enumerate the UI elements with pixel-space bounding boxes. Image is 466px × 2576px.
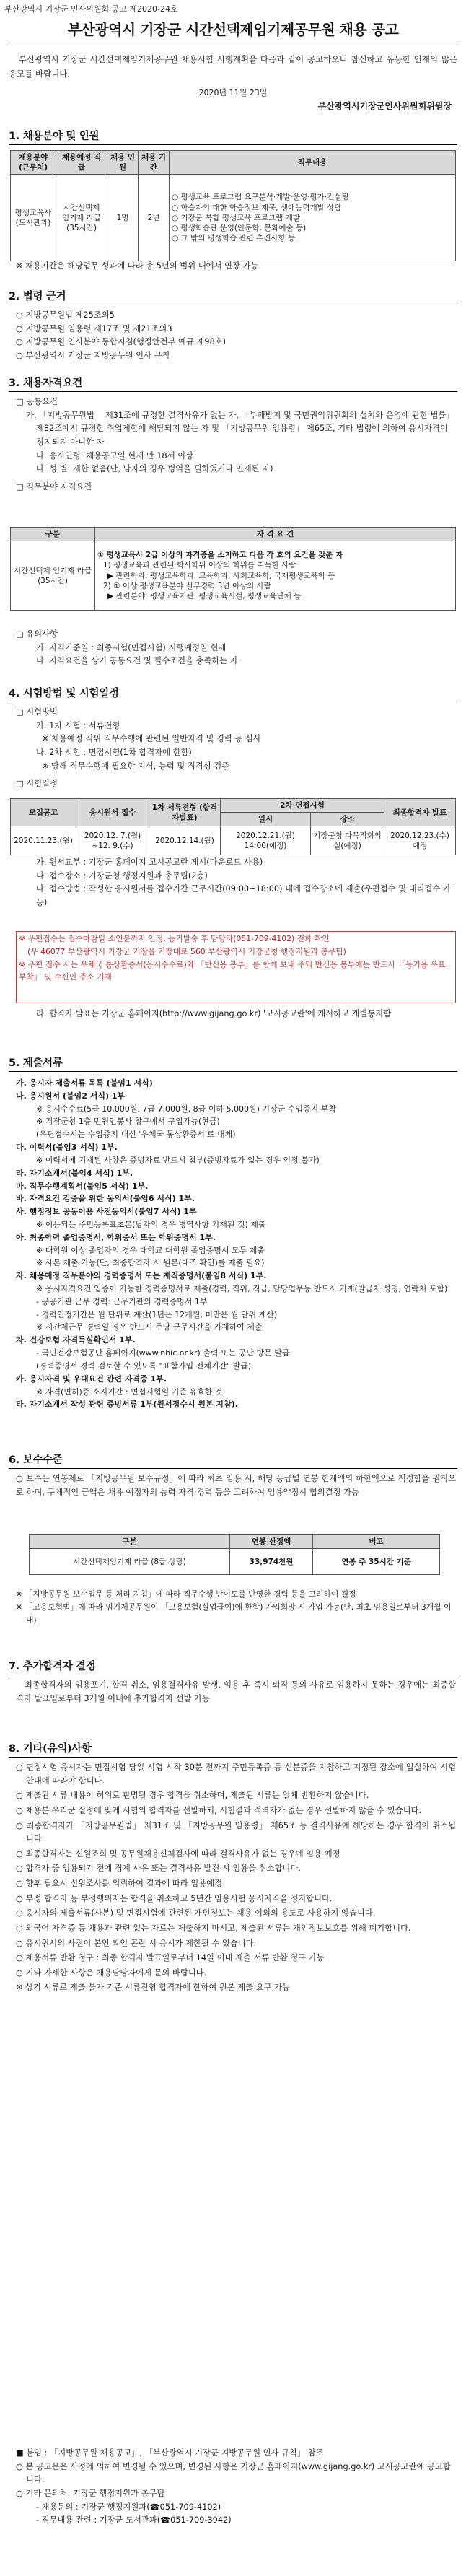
cell-duties <box>170 175 456 261</box>
document-item: 타. 자기소개서 작성 관련 증빙서류 1부(원서접수시 원본 지참). <box>16 1400 238 1410</box>
notice-date: 2020년 11월 23일 <box>198 88 268 97</box>
document-item: 카. 응시자격 및 우대요건 관련 자격증 1부. <box>16 1374 167 1384</box>
site-line: ○ 본 공고문은 사정에 의하여 변경될 수 있으며, 변경된 사항은 기장군 홈페이지(www.gijang.go.kr) 고시공고란에 공고합니다. <box>16 2461 451 2485</box>
common-da: 다. 성 별: 제한 없음(단, 남자의 경우 병역을 필하였거나 면제된 자) <box>36 464 273 474</box>
qual-line: 1) 평생교육과 관련된 학사학위 이상의 학위를 취득한 사람 <box>103 561 296 570</box>
exam-method <box>16 706 456 791</box>
document-item: 나. 응시원서 (붙임2 서식) 1부 <box>16 1091 126 1101</box>
warn-line: ※ 우편접수는 접수마감일 소인분까지 인정, 등기발송 후 담당자(051-709-4102) 전화 확인 <box>19 934 330 943</box>
method-item: ※ 당해 직무수행에 필요한 지식, 능력 및 적격성 검증 <box>42 761 230 771</box>
document-item: 자. 채용예정 직무분야의 경력증명서 또는 재직증명서(붙임8 서식) 1부. <box>16 1271 267 1281</box>
pay-col-amount: 연봉 산정액 <box>230 1535 313 1549</box>
method-item: 나. 2차 시험 : 면접시험(1차 합격자에 한함) <box>36 747 192 757</box>
etc-item: ○ 기타 자세한 사항은 채용담당자에게 문의 바랍니다. <box>16 1968 207 1978</box>
warn-line: (우 46077 부산광역시 기장군 기장읍 기장대로 560 부산광역시 기장군청 행정지원과 총무팀) <box>27 946 346 956</box>
sch-col-notice: 모집공고 <box>11 799 76 826</box>
common-requirements <box>16 396 456 494</box>
cell-count: 1명 <box>107 175 139 261</box>
attach-block <box>16 2447 456 2528</box>
etc-item: ○ 최종합격자는 신원조회 및 공무원채용신체검사에 따라 결격사유가 없는 경우에 임용 예정 <box>16 1848 340 1859</box>
section-2-heading: 2. 법령 근거 <box>9 291 66 302</box>
schedule-label: □ 시험일정 <box>16 779 58 789</box>
document-item: 마. 직무수행계획서(붙임5 서식) 1부. <box>16 1181 149 1191</box>
pay-col-type: 구분 <box>30 1535 230 1549</box>
document-note: ※ 이력서에 기재된 사항은 증빙자료 반드시 첨부(증빙자료가 없는 경우 인정 불가) <box>36 1155 320 1165</box>
mail-warning <box>19 933 452 984</box>
other-item: 나. 자격요건을 상기 공통요건 및 필수조건을 충족하는 자 <box>36 656 238 666</box>
method-item: 가. 1차 시험 : 서류전형 <box>36 720 120 730</box>
document-item: 가. 응시자 제출서류 목록 (붙임1 서식) <box>16 1078 153 1088</box>
document-note: - 공공기관 근무 경력: 근무기관의 경력증명서 1부 <box>36 1296 208 1306</box>
issuer-name: 부산광역시기장군인사위원회위원장 <box>317 101 452 111</box>
section-6-heading: 6. 보수수준 <box>9 1454 63 1466</box>
pay-col-note: 비고 <box>313 1535 440 1549</box>
pay-amount: 33,974천원 <box>230 1549 313 1575</box>
apply-notes <box>16 856 456 910</box>
col-count: 채용 인원 <box>107 151 139 175</box>
page-title: 부산광역시 기장군 시간선택제임기제공무원 채용 공고 <box>67 21 399 38</box>
duty-line: ○ 기장군 복합 평생교육 프로그램 개발 <box>172 213 300 222</box>
duty-line: ○ 학습자의 대한 학습정보 제공, 생애능력개발 상담 <box>172 203 342 212</box>
etc-item: ○ 최종합격자가 「지방공무원법」 제31조 및 「지방공무원 임용령」 제65조 등 결격사유에 해당하는 경우 합격이 취소됩니다. <box>16 1820 456 1844</box>
notice-number: 부산광역시 기장군 인사위원회 공고 제2020-24호 <box>4 4 178 14</box>
document-note: - 국민건강보험공단 홈페이지(www.nhic.or.kr) 출력 또는 공단 방문 발급 <box>36 1348 290 1358</box>
etc-item: ○ 응시자의 제출서류(사본) 및 면접시험에 관련된 개인정보는 채용 이외의 용도로 사용하지 않습니다. <box>16 1908 376 1918</box>
section-8-heading: 8. 기타(유의)사항 <box>9 1743 92 1755</box>
contact-line: - 직무내용 관련 : 기장군 도서관과(☎051-709-3942) <box>36 2515 232 2525</box>
etc-item: ※ 상기 서류로 제출 불가 기준 서류전형 합격자에 한하여 원본 제출 요구 가능 <box>16 1983 290 1993</box>
sch-apply: 2020.12. 7.(월) ~12. 9.(수) <box>76 826 149 855</box>
document-item: 바. 자격요건 검증을 위한 동의서(붙임6 서식) 1부. <box>16 1194 195 1204</box>
sch-col-apply: 응시원서 접수 <box>76 799 149 826</box>
law-item: ○ 지방공무원 임용령 제17조 및 제21조의3 <box>16 323 172 333</box>
duty-line: ○ 평생학습관 운영(인문학, 문화예술 등) <box>172 223 307 232</box>
other-notes <box>16 628 456 668</box>
etc-list <box>16 1761 456 1996</box>
sch-final: 2020.12.23.(수) 예정 <box>384 826 456 855</box>
document-note: ※ 자격(면허)증 소지기간 : 면접시험일 기준 유효한 것 <box>36 1387 223 1397</box>
col-duties: 직무내용 <box>170 151 456 175</box>
document-note: ※ 시간제근무 경력일 경우 반드시 주당 근무시간을 기재하여 제출 <box>36 1322 263 1332</box>
sch-col-final: 최종합격자 발표 <box>384 799 456 826</box>
qual-line: ▶ 관련분야: 평생교육기관, 평생교육시설, 평생교육단체 등 <box>107 591 302 601</box>
sch-doc: 2020.12.14.(월) <box>149 826 221 855</box>
sch-sub-time: 일시 <box>221 813 311 826</box>
document-note: ※ 기장군청 1층 민원인봉사 창구에서 구입가능(현금) <box>36 1117 220 1127</box>
document-item: 아. 최종학력 졸업증명서, 학위증서 또는 학위증명서 1부. <box>16 1232 216 1242</box>
document-item: 사. 행정정보 공동이용 사전동의서(붙임7 서식) 1부 <box>16 1207 197 1217</box>
document-note: - 경력인정기간은 월 단위로 계산(1년은 12개월, 미만은 월 단위 계산) <box>36 1309 278 1319</box>
document-note: ※ 응시수수료(5급 10,000원, 7급 7,000원, 8급 이하 5,000원) 기장군 수입증지 부착 <box>36 1104 336 1114</box>
duty-line: ○ 그 밖의 평생학습 관련 추진사항 등 <box>172 234 296 243</box>
method-label: □ 시험방법 <box>16 707 58 717</box>
sch-place: 기장군청 다목적회의실(예정) <box>311 826 384 855</box>
section-3-heading: 3. 채용자격요건 <box>9 377 82 389</box>
section-7-heading: 7. 추가합격자 결정 <box>9 1661 96 1672</box>
section-1-heading: 1. 채용분야 및 인원 <box>9 131 100 142</box>
etc-item: ○ 합격자 중 임용되기 전에 징계 사유 또는 결격사유 발견 시 임용을 취소합니다. <box>16 1864 301 1874</box>
pay-note-line: ※ 「고용보험법」에 따라 임기제공무원이 「고용보험(실업급여)에 한함) 가입희망 시 가입 가능(단, 최초 임용일로부터 3개월 이내) <box>16 1602 452 1625</box>
pay-note: 연봉 주 35시간 기준 <box>313 1549 440 1575</box>
etc-item: ○ 면접시험 응시자는 면접시험 당일 시험 시작 30분 전까지 주민등록증 등 신분증을 지참하고 지정된 장소에 입실하여 시험안내에 따라야 합니다. <box>16 1763 456 1786</box>
law-item: ○ 지방공무원 인사분야 통합지침(행정안전부 예규 제98호) <box>16 337 227 347</box>
cell-rank: 시간선택제 임기제 라급 (35시간) <box>56 175 107 261</box>
apply-note: 가. 원서교부 : 기장군 홈페이지 고시공고란 게시(다운로드 사용) <box>36 857 263 867</box>
qual-row-lines <box>95 541 456 611</box>
sch-notice: 2020.11.23.(월) <box>11 826 76 855</box>
etc-item: ○ 부정 합격자 등 부정행위자는 합격을 취소하고 5년간 임용시험 응시자격을 정지합니다. <box>16 1893 333 1903</box>
result-note <box>16 1008 456 1021</box>
other-label: □ 유의사항 <box>16 629 58 639</box>
pay-table <box>29 1534 440 1575</box>
sch-sub-place: 장소 <box>311 813 384 826</box>
contact-line: ○ 기타 문의처: 기장군 행정지원과 총무팀 <box>16 2488 165 2498</box>
qual-row-label: 시간선택제 임기제 라급 (35시간) <box>11 541 95 611</box>
document-item: 다. 이력서(붙임3 서식) 1부. <box>16 1143 118 1153</box>
section-5-rule <box>9 1071 457 1072</box>
qualification-table <box>10 527 456 611</box>
schedule-table <box>10 798 456 855</box>
cell-period: 2년 <box>139 175 170 261</box>
section-4-heading: 4. 시험방법 및 시험일정 <box>9 688 119 699</box>
apply-note: 나. 접수장소 : 기장군청 행정지원과 총무팀(2층) <box>36 870 208 881</box>
section-6-rule <box>9 1468 457 1469</box>
section-8-rule <box>9 1757 457 1758</box>
col-period: 채용 기간 <box>139 151 170 175</box>
method-item: ※ 채용예정 직위 직무수행에 관련된 일반자격 및 경력 등 심사 <box>42 734 261 744</box>
law-list <box>16 309 456 363</box>
section-5-heading: 5. 제출서류 <box>9 1057 63 1069</box>
document-note: ※ 이용되는 주민등록표초본(남자의 경우 병역사항 기재된 것) 제출 <box>36 1219 266 1229</box>
pay-note-line: ※ 「지방공무원 보수업무 등 처리 지침」에 따라 직무수행 난이도를 반영한 경력 등을 고려하여 결정 <box>16 1589 356 1599</box>
qual-col-req: 자 격 요 건 <box>95 528 456 541</box>
etc-item: ○ 제출된 서류 내용이 허위로 판명될 경우 합격을 취소하며, 제출된 서류는 일체 반환하지 않습니다. <box>16 1791 369 1801</box>
apply-note: 다. 접수방법 : 작성한 응시원서를 접수기간 근무시간(09:00~18:00) 내에 접수장소에 제출(우편접수 및 대리접수 가능) <box>36 884 451 907</box>
law-item: ○ 부산광역시 기장군 지방공무원 인사 규칙 <box>16 350 170 360</box>
common-na: 나. 응시연령: 채용공고일 현재 만 18세 이상 <box>36 450 193 460</box>
document-note: (우편접수시는 수입증지 대신 '우체국 통상환증서'로 대체) <box>36 1130 236 1140</box>
qual-line: ① 평생교육사 2급 이상의 자격증을 소지하고 다음 각 호의 요건을 갖춘 자 <box>97 551 343 560</box>
cell-field: 평생교육사 (도서관과) <box>11 175 56 261</box>
etc-item: ○ 채용분 우리군 실정에 맞게 시험의 합격자를 선발하되, 시험결과 적격자가 없는 경우 선발하지 않을 수 있습니다. <box>16 1805 421 1815</box>
extra-pass-text: 최종합격자의 임용포기, 합격 취소, 임용결격사유 발생, 임용 후 즉시 퇴직 등의 사유로 임용하지 못하는 경우에는 최종합격자 발표일로부터 3개월 이내에 추가합격자 선발 가능 <box>16 1680 456 1703</box>
col-field: 채용분야 (근무처) <box>11 151 56 175</box>
document-item: 라. 자기소개서(붙임4 서식) 1부. <box>16 1168 133 1178</box>
document-note: ※ 대학원 이상 졸업자의 경우 대학교 대학원 졸업증명서 모두 제출 <box>36 1245 265 1255</box>
qual-col-type: 구분 <box>11 528 95 541</box>
result-line: 라. 합격자 발표는 기장군 홈페이지(http://www.gijang.go.kr) '고시공고란'에 게시하고 개별통지함 <box>36 1009 392 1018</box>
document-note: ※ 응시자격요건 입증이 가능한 경력증명서로 제출(경력, 직위, 직급, 담당업무등 반드시 기재(발급처 성명, 연락처 포함) <box>36 1284 448 1293</box>
etc-item: ○ 채용서류 반환 청구 : 최종 합격자 발표일로부터 14일 이내 제출 서류 반환 청구 가능 <box>16 1953 325 1963</box>
qual-line: ▶ 관련학과: 평생교육학과, 교육학과, 사회교육학, 국제평생교육학 등 <box>107 571 335 580</box>
sch-time: 2020.12.21.(월) 14:00(예정) <box>221 826 311 855</box>
common-label: □ 공통요건 <box>16 397 58 406</box>
section-1-note: ※ 채용기간은 해당업무 성과에 따라 총 5년의 범위 내에서 연장 가능 <box>16 261 259 271</box>
etc-item: ○ 응시원서의 사진이 본인 확인 곤란 시 응시가 제한될 수 있습니다. <box>16 1938 257 1948</box>
sch-col-doc: 1차 서류전형 (합격자발표) <box>149 799 221 826</box>
duty-line: ○ 평생교육 프로그램 요구분석·개발·운영·평가·컨설팅 <box>172 193 349 202</box>
etc-item: ○ 향후 필요시 신원조사를 의뢰하여 결과에 따라 임용예정 <box>16 1879 222 1888</box>
pay-text: ○ 보수는 연봉제로 「지방공무원 보수규정」에 따라 최초 임용 시, 해당 등급별 연봉 한계액의 하한액으로 책정함을 원칙으로 하며, 구체적인 금액은 채용 예정자의 능력·자격·경력 등을 고려하여 임용약정시 협의결정 가능 <box>16 1474 456 1497</box>
duty-label: □ 직무분야 자격요건 <box>16 481 92 492</box>
document-note: ※ 사본 제출 가능(단, 최종합격자 시 원본(대조 확인)를 제출 필요) <box>36 1258 265 1268</box>
attach-line: ■ 붙임 : 「지방공무원 채용공고」, 「부산광역시 기장군 지방공무원 인사 규칙」 참조 <box>16 2448 324 2458</box>
documents-list <box>16 1077 456 1411</box>
warn-line: ※ 우편 접수 시는 우체국 통상환증서(응시수수료)와 「반신용 봉투」를 함께 보내 주되 반신용 봉투에는 반드시 「등기용 우표 부착」 및 수신인 주소 기재 <box>19 959 446 982</box>
section-3-rule <box>9 391 457 392</box>
col-rank: 채용예정 직 급 <box>56 151 107 175</box>
pay-type: 시간선택제임기제 라급 (8급 상당) <box>30 1549 230 1575</box>
qual-line: 2) ① 이상 평생교육분야 실무경력 3년 이상의 사람 <box>103 581 271 590</box>
law-item: ○ 지방공무원법 제25조의5 <box>16 310 115 320</box>
pay-notes <box>16 1588 456 1626</box>
intro-text: 부산광역시 기장군 시간선택제임기제공무원 채용시험 시행계획을 다음과 같이 공고하오니 참신하고 유능한 인재의 많은 응모를 바랍니다. <box>9 54 457 79</box>
sch-col-interview: 2차 면접시험 <box>221 799 384 813</box>
common-ga: 가. 「지방공무원법」 제31조에 규정한 결격사유가 없는 자, 「부패방지 및 국민권익위원회의 설치와 운영에 관한 법률」 제82조에서 규정한 취업제한에 해당되지 않는 자 및 「지방공무원 임용령」 제65조, 기타 법령에 의하여 응시자격이 정지되지 아니한 자 <box>26 410 454 447</box>
recruit-table <box>10 150 456 261</box>
document-note: (경력증명서 경력 검토할 수 있도록 "표함가입 전체기간" 발급) <box>36 1361 252 1371</box>
other-item: 가. 자격기준일 : 최종시험(면접시험) 시행예정일 현재 <box>36 642 227 652</box>
etc-item: ○ 외국어 자격증 등 채용과 관련 없는 자료는 제출하지 마시고, 제출된 서류는 개인정보보호를 위해 폐기합니다. <box>16 1923 411 1933</box>
section-1-rule <box>9 144 457 145</box>
contact-line: - 채용문의 : 기장군 행정지원과(☎051-709-4102) <box>36 2502 221 2512</box>
document-item: 차. 건강보험 자격득실확인서 1부. <box>16 1335 136 1345</box>
